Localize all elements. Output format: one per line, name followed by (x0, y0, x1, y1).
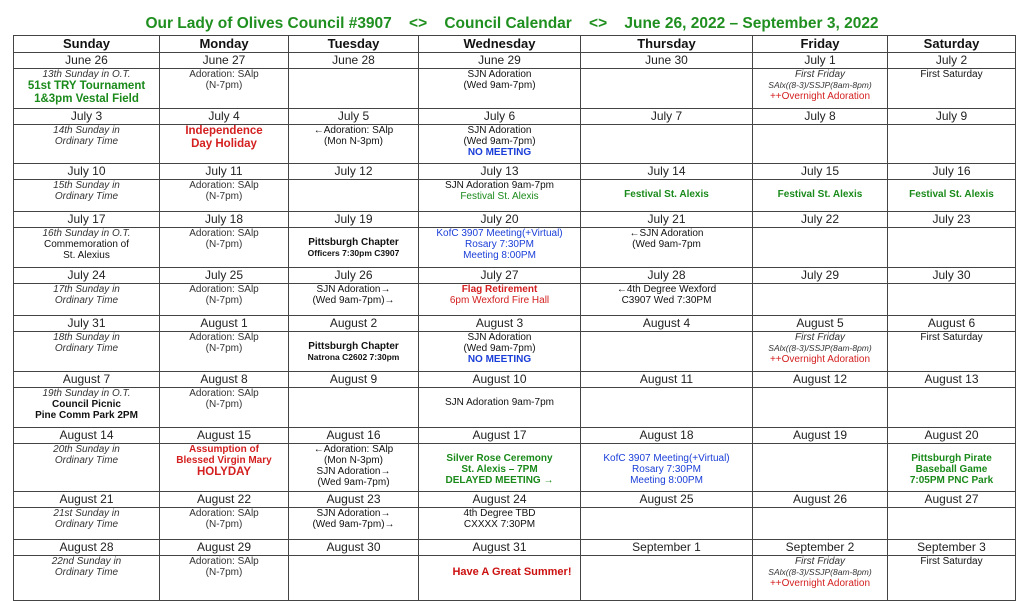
date-cell: June 26 (14, 53, 160, 69)
date-cell: August 3 (419, 316, 581, 332)
date-cell: June 27 (160, 53, 289, 69)
date-cell: July 20 (419, 212, 581, 228)
day-events-cell (581, 508, 753, 540)
date-cell: September 1 (581, 540, 753, 556)
date-cell: July 22 (753, 212, 888, 228)
events-row (14, 556, 1016, 601)
event-text: (N-7pm) (205, 191, 243, 202)
event-text: Ordinary Time (54, 567, 119, 578)
event-text: First Saturday (920, 69, 983, 80)
day-events-cell (419, 125, 581, 164)
event-text: (N-7pm) (205, 519, 243, 530)
day-events-cell (14, 69, 160, 109)
date-cell: August 30 (289, 540, 419, 556)
date-cell: August 16 (289, 428, 419, 444)
event-text: Pittsburgh Chapter (308, 237, 399, 248)
date-cell: July 8 (753, 109, 888, 125)
event-text: (Wed 9am-7pm) (463, 136, 536, 147)
day-events-cell (14, 508, 160, 540)
day-events-cell (419, 444, 581, 492)
event-text: (Wed 9am-7pm (632, 239, 701, 250)
date-cell: September 3 (888, 540, 1016, 556)
event-text: Baseball Game (915, 464, 988, 475)
event-text: DELAYED MEETING → (445, 475, 554, 486)
date-cell: August 13 (888, 372, 1016, 388)
event-text: (N-7pm) (205, 239, 243, 250)
event-text: (Wed 9am-7pm) (463, 343, 536, 354)
day-events-cell (888, 125, 1016, 164)
date-cell: August 5 (753, 316, 888, 332)
day-events-cell (581, 388, 753, 428)
date-cell: July 11 (160, 164, 289, 180)
events-row (14, 69, 1016, 109)
day-events-cell (289, 556, 419, 601)
day-events-cell (14, 388, 160, 428)
day-events-cell (581, 125, 753, 164)
event-text: Officers 7:30pm C3907 (307, 248, 400, 258)
day-events-cell (888, 444, 1016, 492)
day-events-cell (160, 388, 289, 428)
events-row (14, 444, 1016, 492)
date-cell: August 23 (289, 492, 419, 508)
event-text: ←4th Degree Wexford (616, 284, 717, 295)
date-cell: July 19 (289, 212, 419, 228)
weekday-header-row (14, 36, 1016, 53)
day-events-cell (289, 125, 419, 164)
date-cell: June 30 (581, 53, 753, 69)
day-events-cell (419, 556, 581, 601)
event-text: Pittsburgh Chapter (308, 341, 399, 352)
event-text: St. Alexis – 7PM (461, 464, 538, 475)
date-cell: July 30 (888, 268, 1016, 284)
events-row (14, 180, 1016, 212)
day-events-cell (160, 69, 289, 109)
event-text: 14th Sunday in (53, 125, 120, 136)
event-text: Adoration: SAlp (189, 180, 259, 191)
event-text: ←Adoration: SAlp (313, 444, 394, 455)
event-text: CXXXX 7:30PM (463, 519, 536, 530)
date-row (14, 492, 1016, 508)
day-events-cell (753, 444, 888, 492)
event-text: Ordinary Time (54, 519, 119, 530)
date-cell: August 22 (160, 492, 289, 508)
day-events-cell (888, 556, 1016, 601)
day-events-cell (289, 332, 419, 372)
date-cell: August 7 (14, 372, 160, 388)
date-row (14, 164, 1016, 180)
weekday-wednesday: Wednesday (419, 36, 581, 53)
date-cell: July 4 (160, 109, 289, 125)
day-events-cell (14, 332, 160, 372)
event-text: KofC 3907 Meeting(+Virtual) (603, 453, 730, 464)
event-text: Rosary 7:30PM (465, 239, 534, 250)
event-text: NO MEETING (467, 147, 532, 158)
date-row (14, 109, 1016, 125)
date-row (14, 428, 1016, 444)
date-cell: August 25 (581, 492, 753, 508)
event-text: NO MEETING (467, 354, 532, 365)
day-events-cell (289, 388, 419, 428)
event-text: 17th Sunday in (53, 284, 120, 295)
event-text: Commemoration of (43, 239, 130, 250)
day-events-cell (888, 332, 1016, 372)
weekday-saturday: Saturday (888, 36, 1016, 53)
date-cell: July 6 (419, 109, 581, 125)
date-row (14, 540, 1016, 556)
event-text: Silver Rose Ceremony (446, 453, 553, 464)
date-cell: August 18 (581, 428, 753, 444)
day-events-cell (160, 125, 289, 164)
date-cell: August 10 (419, 372, 581, 388)
event-text: Adoration: SAlp (189, 388, 259, 399)
date-cell: June 28 (289, 53, 419, 69)
event-text: (N-7pm) (205, 80, 243, 91)
day-events-cell (160, 556, 289, 601)
event-text: Assumption of (189, 444, 259, 455)
date-cell: August 26 (753, 492, 888, 508)
date-cell: August 24 (419, 492, 581, 508)
event-text: KofC 3907 Meeting(+Virtual) (436, 228, 563, 239)
date-cell: July 2 (888, 53, 1016, 69)
event-text: (N-7pm) (205, 343, 243, 354)
date-cell: August 28 (14, 540, 160, 556)
date-cell: August 21 (14, 492, 160, 508)
event-text: Ordinary Time (54, 455, 119, 466)
events-row (14, 228, 1016, 268)
date-cell: August 20 (888, 428, 1016, 444)
event-text: Blessed Virgin Mary (176, 455, 272, 466)
event-text: SJN Adoration 9am-7pm (445, 397, 554, 408)
event-text: Adoration: SAlp (189, 69, 259, 80)
event-text: ++Overnight Adoration (769, 578, 871, 589)
weekday-sunday: Sunday (14, 36, 160, 53)
event-text: Adoration: SAlp (189, 284, 259, 295)
date-cell: July 31 (14, 316, 160, 332)
event-text: 4th Degree TBD (463, 508, 536, 519)
event-text: First Saturday (920, 332, 983, 343)
events-row (14, 388, 1016, 428)
day-events-cell (14, 125, 160, 164)
day-events-cell (419, 69, 581, 109)
date-cell: July 17 (14, 212, 160, 228)
event-text: SJN Adoration 9am-7pm (445, 180, 554, 191)
event-text: 18th Sunday in (53, 332, 120, 343)
event-text: Ordinary Time (54, 191, 119, 202)
day-events-cell (14, 228, 160, 268)
day-events-cell (14, 180, 160, 212)
day-events-cell (753, 180, 888, 212)
event-text: ←Adoration: SAlp (313, 125, 394, 136)
date-cell: August 9 (289, 372, 419, 388)
day-events-cell (753, 332, 888, 372)
day-events-cell (888, 508, 1016, 540)
day-events-cell (888, 284, 1016, 316)
day-events-cell (581, 69, 753, 109)
events-row (14, 508, 1016, 540)
date-cell: August 17 (419, 428, 581, 444)
date-cell: July 21 (581, 212, 753, 228)
date-cell: July 18 (160, 212, 289, 228)
day-events-cell (581, 180, 753, 212)
day-events-cell (888, 228, 1016, 268)
event-text: Pittsburgh Pirate (911, 453, 992, 464)
date-cell: July 1 (753, 53, 888, 69)
day-events-cell (753, 388, 888, 428)
date-cell: July 12 (289, 164, 419, 180)
event-text: Council Picnic (52, 399, 121, 410)
calendar-grid (13, 35, 1016, 601)
day-events-cell (289, 284, 419, 316)
event-text: Festival St. Alexis (909, 189, 994, 200)
day-events-cell (581, 556, 753, 601)
day-events-cell (888, 180, 1016, 212)
date-row (14, 372, 1016, 388)
day-events-cell (581, 332, 753, 372)
date-row (14, 316, 1016, 332)
day-events-cell (888, 69, 1016, 109)
day-events-cell (14, 556, 160, 601)
event-text: Festival St. Alexis (777, 189, 863, 200)
date-cell: August 19 (753, 428, 888, 444)
day-events-cell (160, 284, 289, 316)
event-text: Festival St. Alexis (460, 191, 539, 202)
event-text: Meeting 8:00PM (630, 475, 703, 486)
event-text: 7:05PM PNC Park (909, 475, 994, 486)
date-cell: July 7 (581, 109, 753, 125)
date-row (14, 268, 1016, 284)
event-text: 19th Sunday in O.T. (42, 388, 131, 399)
weekday-monday: Monday (160, 36, 289, 53)
event-text: (Mon N-3pm) (324, 136, 383, 147)
event-text: (Mon N-3pm) (324, 455, 383, 466)
day-events-cell (753, 69, 888, 109)
date-cell: July 27 (419, 268, 581, 284)
event-text: (N-7pm) (205, 399, 243, 410)
day-events-cell (753, 125, 888, 164)
event-text: SJN Adoration (467, 125, 532, 136)
event-text: 22nd Sunday in (51, 556, 122, 567)
day-events-cell (419, 508, 581, 540)
day-events-cell (160, 228, 289, 268)
date-cell: July 24 (14, 268, 160, 284)
event-text: (Wed 9am-7pm) (463, 80, 536, 91)
date-cell: July 25 (160, 268, 289, 284)
date-cell: August 15 (160, 428, 289, 444)
event-text: Ordinary Time (54, 136, 119, 147)
date-row (14, 212, 1016, 228)
day-events-cell (419, 332, 581, 372)
events-row (14, 332, 1016, 372)
day-events-cell (419, 180, 581, 212)
event-text: (N-7pm) (205, 295, 243, 306)
day-events-cell (14, 284, 160, 316)
day-events-cell (160, 180, 289, 212)
event-text: ←SJN Adoration (629, 228, 704, 239)
event-text: Pine Comm Park 2PM (35, 410, 138, 421)
event-text: SJN Adoration (467, 69, 532, 80)
date-cell: August 11 (581, 372, 753, 388)
date-cell: July 3 (14, 109, 160, 125)
event-text: SJN Adoration→ (316, 466, 391, 477)
event-text: (N-7pm) (205, 567, 243, 578)
event-text: SJN Adoration→ (316, 284, 391, 295)
event-text: Flag Retirement (461, 284, 538, 295)
weekday-thursday: Thursday (581, 36, 753, 53)
event-text: SJN Adoration (467, 332, 532, 343)
day-events-cell (289, 508, 419, 540)
date-cell: August 8 (160, 372, 289, 388)
date-cell: August 12 (753, 372, 888, 388)
day-events-cell (753, 284, 888, 316)
date-cell: July 23 (888, 212, 1016, 228)
event-text: 16th Sunday in O.T. (42, 228, 131, 239)
event-text: First Friday (795, 332, 845, 343)
day-events-cell (419, 284, 581, 316)
event-text: 20th Sunday in (53, 444, 120, 455)
event-text: 51st TRY Tournament (27, 80, 146, 92)
event-text: Ordinary Time (54, 343, 119, 354)
date-row (14, 53, 1016, 69)
calendar-body (14, 53, 1016, 601)
date-cell: July 28 (581, 268, 753, 284)
event-text: Rosary 7:30PM (632, 464, 701, 475)
date-cell: August 31 (419, 540, 581, 556)
footer-message: Have A Great Summer! (452, 566, 572, 578)
event-text: SAlx((8-3)/SSJP(8am-8pm) (768, 343, 872, 353)
event-text: 1&3pm Vestal Field (34, 93, 139, 105)
day-events-cell (888, 388, 1016, 428)
date-cell: July 10 (14, 164, 160, 180)
event-text: 15th Sunday in (53, 180, 120, 191)
event-text: ++Overnight Adoration (769, 91, 871, 102)
date-cell: July 16 (888, 164, 1016, 180)
date-cell: July 13 (419, 164, 581, 180)
date-cell: August 6 (888, 316, 1016, 332)
day-events-cell (581, 284, 753, 316)
date-cell: August 14 (14, 428, 160, 444)
date-cell: September 2 (753, 540, 888, 556)
event-text: Independence (185, 125, 263, 137)
day-events-cell (289, 228, 419, 268)
event-text: First Saturday (920, 556, 983, 567)
event-text: Adoration: SAlp (189, 556, 259, 567)
date-cell: July 26 (289, 268, 419, 284)
calendar-title: Our Lady of Olives Council #3907 <> Council Calendar <> June 26, 2022 – September 3, 2022 (145, 15, 879, 32)
day-events-cell (160, 508, 289, 540)
event-text: St. Alexius (63, 250, 110, 261)
date-cell: July 9 (888, 109, 1016, 125)
weekday-friday: Friday (753, 36, 888, 53)
weekday-tuesday: Tuesday (289, 36, 419, 53)
date-cell: July 5 (289, 109, 419, 125)
event-text: Meeting 8:00PM (463, 250, 536, 261)
event-text: SAlx((8-3)/SSJP(8am-8pm) (768, 80, 872, 90)
date-cell: July 15 (753, 164, 888, 180)
event-text: (Wed 9am-7pm) (317, 477, 390, 488)
date-cell: August 4 (581, 316, 753, 332)
event-text: SJN Adoration→ (316, 508, 391, 519)
event-text: (Wed 9am-7pm)→ (312, 519, 395, 530)
day-events-cell (14, 444, 160, 492)
event-text: (Wed 9am-7pm)→ (312, 295, 395, 306)
date-cell: August 2 (289, 316, 419, 332)
event-text: Ordinary Time (54, 295, 119, 306)
day-events-cell (581, 444, 753, 492)
day-events-cell (160, 444, 289, 492)
day-events-cell (753, 508, 888, 540)
day-events-cell (419, 228, 581, 268)
event-text: Festival St. Alexis (624, 189, 709, 200)
events-row (14, 125, 1016, 164)
event-text: Adoration: SAlp (189, 508, 259, 519)
day-events-cell (289, 180, 419, 212)
event-text: Day Holiday (191, 138, 257, 150)
date-cell: July 14 (581, 164, 753, 180)
event-text: Adoration: SAlp (189, 228, 259, 239)
date-cell: August 29 (160, 540, 289, 556)
events-row (14, 284, 1016, 316)
day-events-cell (581, 228, 753, 268)
event-text: ++Overnight Adoration (769, 354, 871, 365)
date-cell: July 29 (753, 268, 888, 284)
event-text: Natrona C2602 7:30pm (307, 352, 400, 362)
day-events-cell (753, 556, 888, 601)
event-text: SAlx((8-3)/SSJP(8am-8pm) (768, 567, 872, 577)
event-text: Adoration: SAlp (189, 332, 259, 343)
day-events-cell (753, 228, 888, 268)
event-text: 13th Sunday in O.T. (42, 69, 131, 80)
day-events-cell (289, 444, 419, 492)
date-cell: August 1 (160, 316, 289, 332)
event-text: C3907 Wed 7:30PM (621, 295, 712, 306)
date-cell: June 29 (419, 53, 581, 69)
event-text: HOLYDAY (196, 466, 252, 478)
event-text: First Friday (795, 69, 845, 80)
event-text: 6pm Wexford Fire Hall (449, 295, 550, 306)
day-events-cell (160, 332, 289, 372)
event-text: 21st Sunday in (53, 508, 120, 519)
date-cell: August 27 (888, 492, 1016, 508)
day-events-cell (289, 69, 419, 109)
event-text: First Friday (795, 556, 845, 567)
day-events-cell (419, 388, 581, 428)
